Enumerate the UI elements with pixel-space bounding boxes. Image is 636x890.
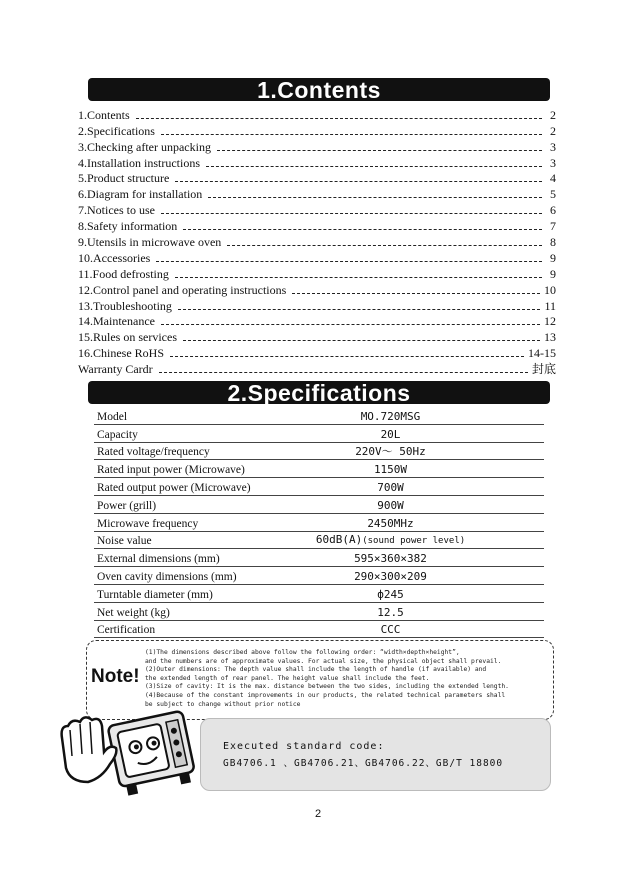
spec-row [94,424,544,442]
standard-code-box [200,718,551,791]
toc-leader-dashes [217,150,542,151]
toc-leader-dashes [161,134,542,135]
spec-value-cell [307,584,544,602]
toc-entry-page: 12 [544,314,556,329]
spec-value: 220V～ 50Hz [355,445,426,459]
toc-leader-dashes [183,340,540,341]
spec-key: Rated output power (Microwave) [94,478,307,496]
spec-value-cell [307,531,544,549]
spec-value-cell [307,513,544,531]
spec-row [94,602,544,620]
toc-entry [78,122,556,138]
toc-leader-dashes [183,229,542,230]
spec-key: Turntable diameter (mm) [94,584,307,602]
spec-value: CCC [380,623,401,637]
spec-value: ф245 [377,587,404,601]
toc-entry-label: 1.Contents [78,107,130,122]
toc-entry-label: 2.Specifications [78,123,155,138]
spec-row [94,620,544,638]
toc-entry [78,170,556,186]
toc-entry [78,360,556,376]
spec-key: Oven cavity dimensions (mm) [94,567,307,585]
spec-row [94,584,544,602]
toc-entry-label: 10.Accessories [78,250,151,265]
spec-value-note: (sound power level) [362,536,466,547]
toc-entry-label: 3.Checking after unpacking [78,139,211,154]
toc-leader-dashes [175,277,542,278]
toc-entry [78,217,556,233]
toc-entry-label: 11.Food defrosting [78,266,169,281]
toc-entry-label: 14.Maintenance [78,314,155,329]
spec-value-cell [307,602,544,620]
spec-row [94,513,544,531]
spec-row [94,478,544,496]
toc-entry-page: 4 [550,171,556,186]
spec-row [94,531,544,549]
spec-row [94,549,544,567]
toc-entry-page: 7 [550,219,556,234]
toc-leader-dashes [136,118,542,119]
toc-leader-dashes [161,213,542,214]
toc-entry-page: 8 [550,235,556,250]
toc-leader-dashes [206,166,542,167]
toc-leader-dashes [159,372,528,373]
toc-entry [78,106,556,122]
spec-value: 2450MHz [367,516,414,530]
spec-key: Rated voltage/frequency [94,442,307,460]
spec-key: Power (grill) [94,495,307,513]
spec-key: Certification [94,620,307,638]
spec-row [94,407,544,424]
toc-entry [78,185,556,201]
toc-entry-page: 5 [550,187,556,202]
toc-entry [78,328,556,344]
toc-entry-label: 4.Installation instructions [78,155,200,170]
toc-leader-dashes [156,261,542,262]
toc-leader-dashes [292,293,540,294]
note-line: and the numbers are of approximate values. For actual size, the physical object shall prevail. [145,657,502,665]
spec-value-cell [307,442,544,460]
toc-entry-page: 11 [544,298,556,313]
toc-leader-dashes [175,181,542,182]
note-text [145,649,547,709]
spec-value: MO.720MSG [360,409,421,423]
spec-row [94,495,544,513]
spec-key: External dimensions (mm) [94,549,307,567]
spec-value-cell [307,478,544,496]
spec-value-cell [307,460,544,478]
toc-entry-label: 12.Control panel and operating instructions [78,282,287,297]
standard-code-list: GB4706.1 、GB4706.21、GB4706.22、GB/T 18800 [223,758,504,769]
spec-value-cell [307,549,544,567]
toc-entry-page: 3 [550,139,556,154]
note-line: (4)Because of the constant improvements in our products, the related technical parameters shall [145,691,506,699]
toc-entry-label: 16.Chinese RoHS [78,346,165,361]
toc-entry-label: 15.Rules on services [78,330,177,345]
spec-key: Noise value [94,531,307,549]
toc-entry-page: 封底 [531,362,556,377]
spec-key: Microwave frequency [94,513,307,531]
spec-value-cell [307,620,544,638]
spec-value: 700W [377,480,404,494]
contents-banner: 1.Contents [88,78,550,101]
stop-hand-mascot-icon [56,708,196,800]
spec-key: Net weight (kg) [94,602,307,620]
spec-value: 595×360×382 [354,552,427,566]
standard-code-title: Executed standard code: [223,741,385,752]
note-line: be subject to change without prior notice [145,700,301,708]
page-number: 2 [314,808,322,820]
toc-entry [78,154,556,170]
spec-value: 1150W [373,463,408,477]
note-line: (1)The dimensions described above follow the following order: “width×depth×height”, [145,649,460,656]
toc-entry-label: 5.Product structure [78,171,170,186]
toc-entry [78,344,556,360]
toc-entry [78,281,556,297]
toc-entry [78,249,556,265]
toc-leader-dashes [227,245,542,246]
specifications-table [94,407,544,638]
toc-entry-page: 9 [550,250,556,265]
toc-entry [78,233,556,249]
spec-value: 12.5 [377,605,404,619]
toc-entry-label: Warranty Cardr [78,362,153,377]
toc-entry-page: 3 [550,155,556,170]
spec-value-cell [307,495,544,513]
toc-entry [78,201,556,217]
note-line: (3)Size of cavity: It is the max. distance between the two sides, including the extended length. [145,683,509,691]
spec-key: Rated input power (Microwave) [94,460,307,478]
spec-value: 290×300×209 [354,569,427,583]
toc-entry-label: 13.Troubleshooting [78,298,172,313]
table-of-contents [78,106,556,376]
note-line: (2)Outer dimensions: The depth value shall include the length of handle (if available) and [145,666,487,674]
toc-entry [78,313,556,329]
spec-value-cell [307,424,544,442]
toc-entry-page: 2 [550,107,556,122]
spec-value: 60dB(A) [315,533,363,547]
toc-entry-page: 10 [544,282,556,297]
toc-entry-label: 9.Utensils in microwave oven [78,235,222,250]
spec-value-cell [307,407,544,424]
toc-entry-page: 14-15 [528,346,556,361]
toc-entry [78,265,556,281]
toc-entry-label: 6.Diagram for installation [78,187,203,202]
toc-entry-page: 13 [544,330,556,345]
spec-row [94,460,544,478]
toc-leader-dashes [178,309,541,310]
toc-leader-dashes [208,197,542,198]
note-line: the extended length of rear panel. The height value shall include the feet. [145,674,430,682]
spec-value-cell [307,567,544,585]
toc-entry [78,297,556,313]
toc-entry [78,138,556,154]
spec-key: Capacity [94,424,307,442]
spec-row [94,442,544,460]
toc-leader-dashes [170,356,524,357]
spec-value: 900W [377,498,404,512]
specifications-banner: 2.Specifications [88,381,550,404]
toc-entry-page: 9 [550,266,556,281]
spec-value: 20L [380,427,401,441]
toc-leader-dashes [161,324,540,325]
note-label: Note! [91,666,140,687]
spec-key: Model [94,407,307,424]
toc-entry-label: 7.Notices to use [78,203,155,218]
toc-entry-label: 8.Safety information [78,219,178,234]
spec-row [94,567,544,585]
toc-entry-page: 2 [550,123,556,138]
toc-entry-page: 6 [550,203,556,218]
